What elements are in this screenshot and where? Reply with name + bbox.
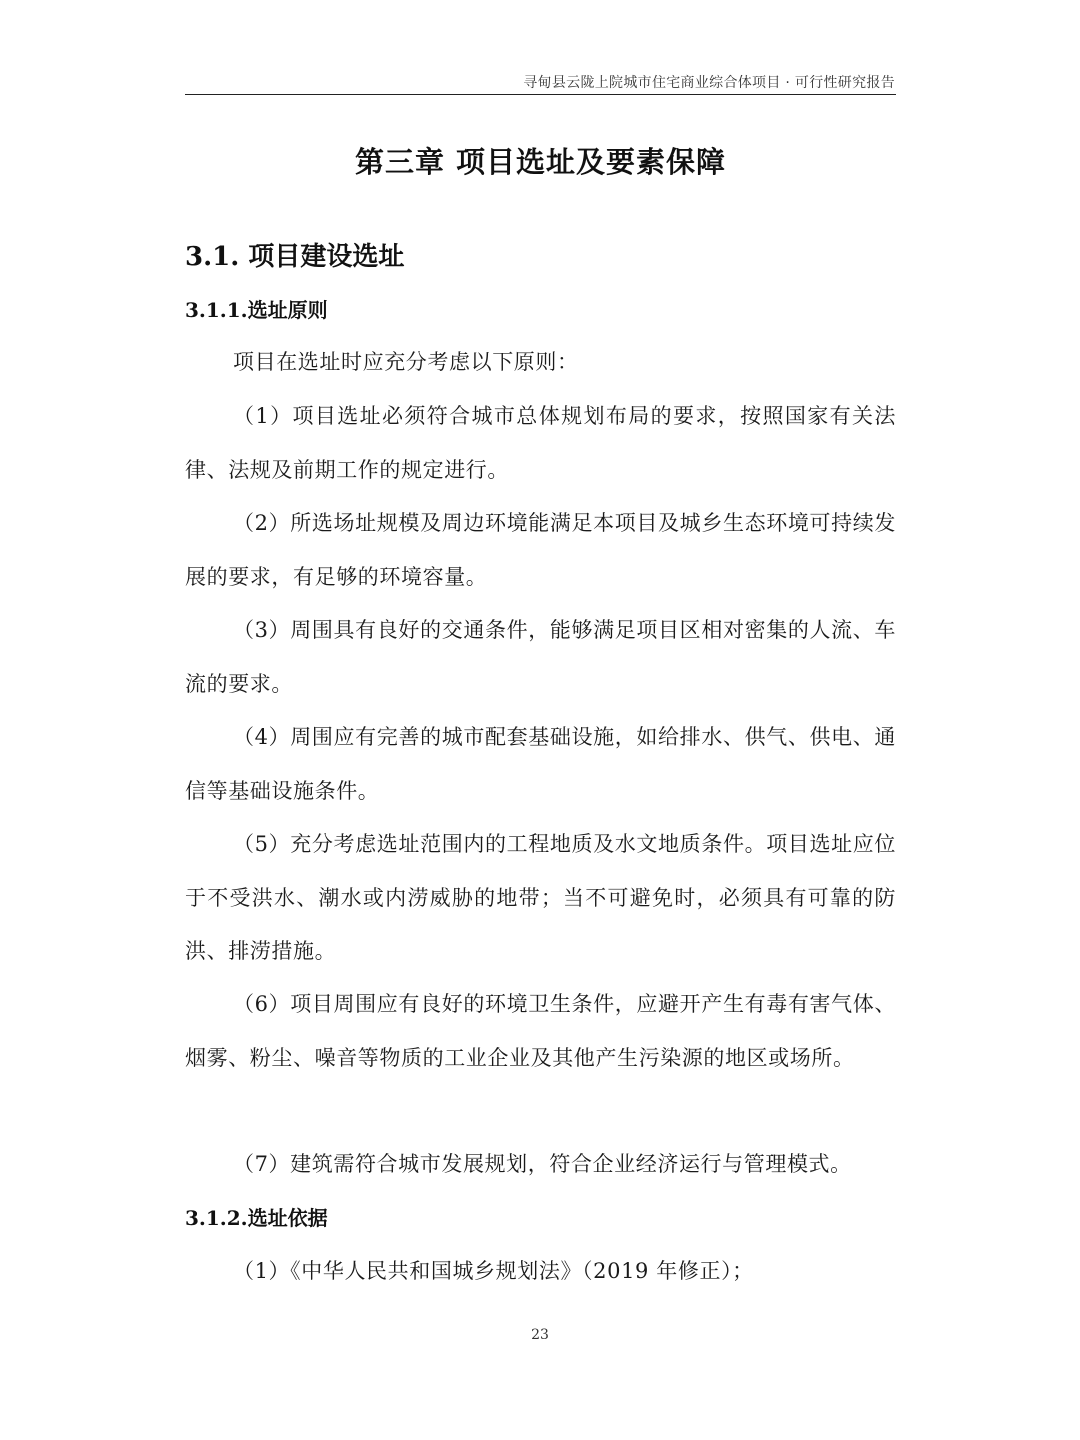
paragraph-basis-1: （1）《中华人民共和国城乡规划法》（2019 年修正）； (233, 1259, 754, 1283)
running-header: 寻甸县云陇上院城市住宅商业综合体项目 · 可行性研究报告 (523, 75, 895, 91)
paragraph-principle-2: （2）所选场址规模及周边环境能满足本项目及城乡生态环境可持续发展的要求，有足够的环境容量。 (185, 511, 896, 589)
section-heading-3-1-2: 3.1.2.选址依据 (185, 1206, 328, 1230)
paragraph-intro: 项目在选址时应充分考虑以下原则： (233, 350, 579, 374)
paragraph-principle-6: （6）项目周围应有良好的环境卫生条件，应避开产生有毒有害气体、烟雾、粉尘、噪音等物质的工业企业及其他产生污染源的地区或场所。 (185, 992, 896, 1070)
section-heading-3-1-1: 3.1.1.选址原则 (185, 298, 328, 322)
header-divider (185, 94, 896, 95)
paragraph-principle-1: （1）项目选址必须符合城市总体规划布局的要求，按照国家有关法律、法规及前期工作的规定进行。 (185, 404, 896, 482)
page-number: 23 (531, 1327, 549, 1343)
paragraph-principle-7: （7）建筑需符合城市发展规划，符合企业经济运行与管理模式。 (233, 1152, 852, 1176)
paragraph-principle-3: （3）周围具有良好的交通条件，能够满足项目区相对密集的人流、车流的要求。 (185, 618, 896, 696)
paragraph-principle-5: （5）充分考虑选址范围内的工程地质及水文地质条件。项目选址应位于不受洪水、潮水或内涝威胁的地带；当不可避免时，必须具有可靠的防洪、排涝措施。 (185, 832, 896, 963)
section-heading-3-1: 3.1. 项目建设选址 (185, 242, 405, 272)
paragraph-principle-4: （4）周围应有完善的城市配套基础设施，如给排水、供气、供电、通信等基础设施条件。 (185, 725, 896, 803)
chapter-title: 第三章 项目选址及要素保障 (354, 145, 727, 179)
